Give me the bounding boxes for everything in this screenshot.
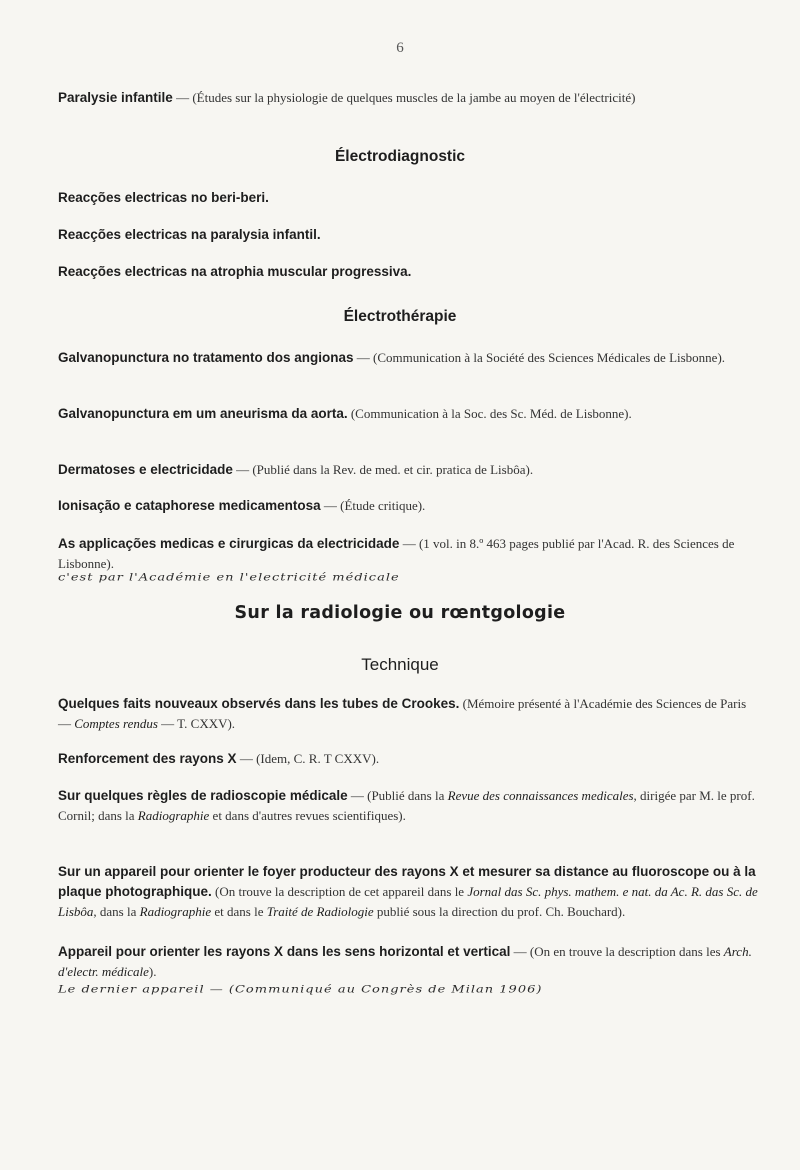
entry-desc: , dirigée par M. le prof. Cornil; dans la <box>58 788 755 823</box>
entry-desc: — T. CXXV). <box>157 716 236 731</box>
entry-desc-italic: Traité de Radiologie <box>266 904 374 919</box>
entry-desc: et dans d'autres revues scientifiques). <box>209 808 406 823</box>
entry-desc: publié sous la direction du prof. Ch. Bouchard). <box>373 904 626 919</box>
entry-desc: (On trouve la description de cet appareil dans le <box>211 884 468 899</box>
entry-desc: — (Études sur la physiologie de quelques muscles de la jambe au moyen de l'électricité) <box>172 90 636 105</box>
entry-title: Appareil pour orienter les rayons X dans les sens horizontal et vertical <box>58 944 511 959</box>
entry-desc: (Communication à la Soc. des Sc. Méd. de Lisbonne). <box>347 406 632 421</box>
handwritten-note: Le dernier appareil — (Communiqué au Congrès de Milan 1906) <box>58 983 543 996</box>
heading-electrotherapie: Électrothérapie <box>343 308 457 325</box>
entry-desc: , dans la <box>93 904 140 919</box>
heading-radiologie: Sur la radiologie ou rœntgologie <box>234 603 566 623</box>
entry-desc: — (1 vol. in 8.º 463 pages publié par l'Acad. R. des Sciences de Lisbonne). <box>58 536 735 571</box>
entry-title: Galvanopunctura em um aneurisma da aorta. <box>58 406 348 421</box>
entry-title: Reacções electricas no beri-beri. <box>58 190 269 205</box>
entry-title: As applicações medicas e cirurgicas da electricidade <box>58 536 400 551</box>
entry-title: Sur quelques règles de radioscopie médicale <box>58 788 348 803</box>
radiologie-item <box>58 694 758 734</box>
electrodiag-item <box>58 262 758 282</box>
entry-desc: et dans le <box>211 904 267 919</box>
radiologie-item <box>58 862 758 922</box>
electrotherapie-item <box>58 534 758 574</box>
entry-desc-italic: Radiographie <box>139 904 212 919</box>
entry-title: Galvanopunctura no tratamento dos angionas <box>58 350 354 365</box>
entry-title: Reacções electricas na paralysia infantil. <box>58 227 321 242</box>
electrotherapie-item <box>58 348 758 368</box>
electrodiag-item <box>58 188 758 208</box>
page-number: 6 <box>396 40 404 56</box>
entry-desc-italic: Arch. d'electr. médicale <box>58 944 752 979</box>
entry-desc: (Mémoire présenté à l'Académie des Sciences de Paris — <box>58 696 747 731</box>
entry-desc-italic: Revue des connaissances medicales <box>447 788 634 803</box>
entry-desc-italic: Radiographie <box>137 808 210 823</box>
entry-desc: ). <box>148 964 157 979</box>
entry-desc-italic: Comptes rendus <box>74 716 158 731</box>
heading-electrodiagnostic: Électrodiagnostic <box>334 148 466 165</box>
electrotherapie-item <box>58 496 758 516</box>
subheading-technique: Technique <box>361 655 439 674</box>
entry-title: Reacções electricas na atrophia muscular progressiva. <box>58 264 412 279</box>
radiologie-item <box>58 786 758 826</box>
electrotherapie-item <box>58 404 758 424</box>
entry-title: Dermatoses e electricidade <box>58 462 233 477</box>
entry-desc: — (Idem, C. R. T CXXV). <box>236 751 380 766</box>
entry-desc: — (Publié dans la Rev. de med. et cir. pratica de Lisbôa). <box>232 462 534 477</box>
entry-title: Renforcement des rayons X <box>58 751 237 766</box>
electrotherapie-item <box>58 460 758 480</box>
radiologie-item <box>58 749 758 769</box>
handwritten-note: c'est par l'Académie en l'electricité médicale <box>58 571 400 584</box>
electrodiag-item <box>58 225 758 245</box>
entry-title: Sur un appareil pour orienter le foyer producteur des rayons X et mesurer sa distance au fluoroscope ou à la plaque photographique. <box>58 864 756 899</box>
entry-desc-italic: Jornal das Sc. phys. mathem. e nat. da Ac. R. das Sc. de Lisbôa <box>58 884 758 919</box>
radiologie-item <box>58 942 758 982</box>
entry-title: Quelques faits nouveaux observés dans les tubes de Crookes. <box>58 696 460 711</box>
entry-title: Paralysie infantile <box>58 90 173 105</box>
paralysie-entry <box>58 88 758 108</box>
entry-desc: — (Communication à la Société des Sciences Médicales de Lisbonne). <box>353 350 726 365</box>
entry-desc: — (On en trouve la description dans les <box>510 944 724 959</box>
entry-desc: — (Étude critique). <box>320 498 426 513</box>
entry-desc: — (Publié dans la <box>347 788 448 803</box>
entry-title: Ionisação e cataphorese medicamentosa <box>58 498 321 513</box>
